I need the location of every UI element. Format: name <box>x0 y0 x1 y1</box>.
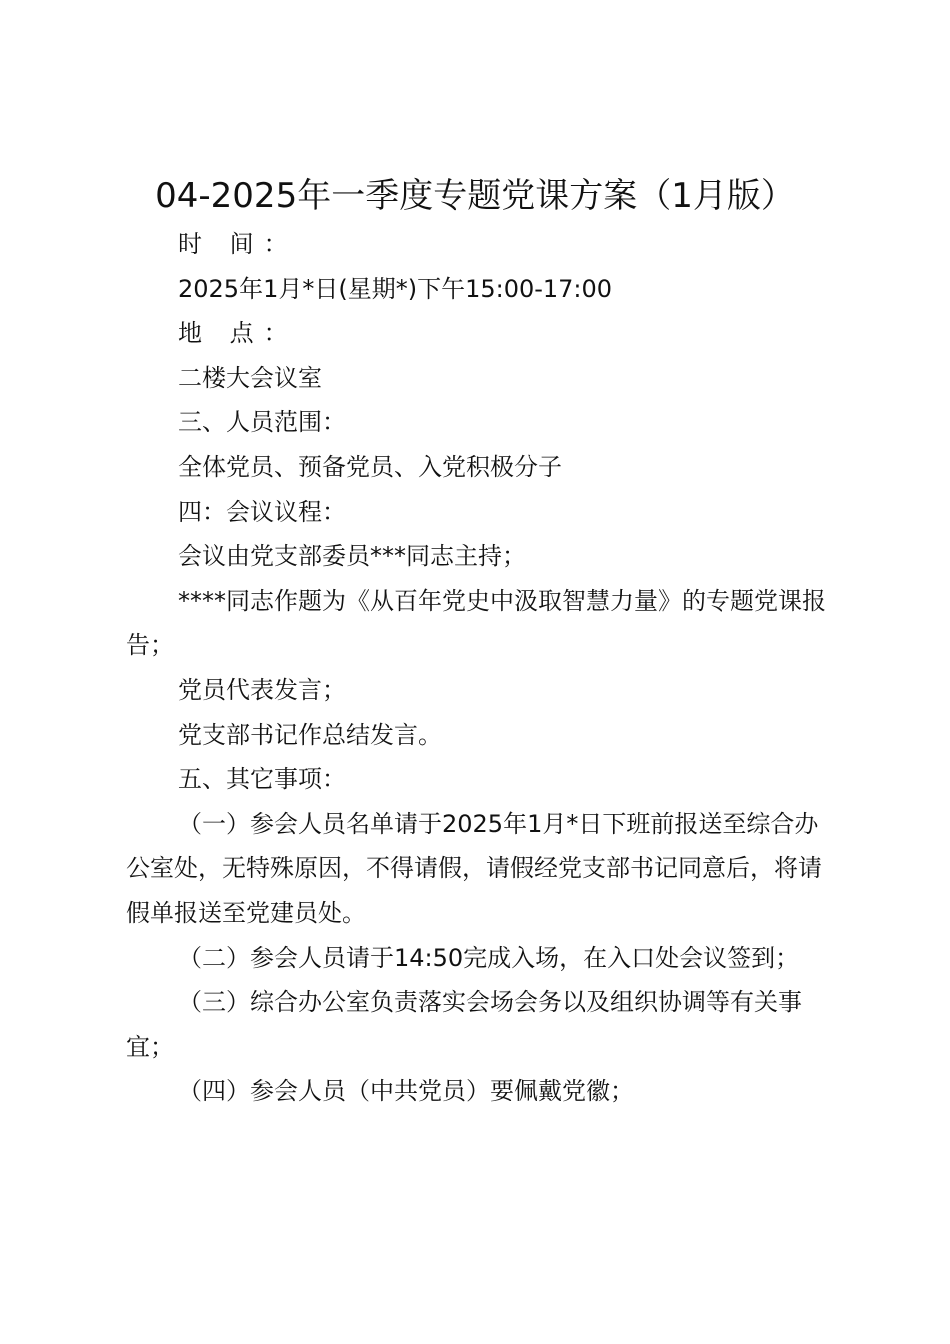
paragraph-agenda-item: ****同志作题为《从百年党史中汲取智慧力量》的专题党课报告； <box>126 586 826 660</box>
paragraph-agenda-item: 党支部书记作总结发言。 <box>178 720 442 749</box>
paragraph-scope-heading: 三、人员范围： <box>178 408 346 437</box>
document-title: 04-2025年一季度专题党课方案（1月版） <box>155 176 795 216</box>
paragraph-other-heading: 五、其它事项： <box>178 765 346 794</box>
paragraph-place-label: 地 点： <box>178 319 298 348</box>
paragraph-other-item: （四）参会人员（中共党员）要佩戴党徽； <box>178 1077 634 1106</box>
paragraph-other-item: （二）参会人员请于14:50完成入场，在入口处会议签到； <box>178 943 800 972</box>
paragraph-scope-value: 全体党员、预备党员、入党积极分子 <box>178 452 562 481</box>
paragraph-other-item: （一）参会人员名单请于2025年1月*日下班前报送至综合办公室处，无特殊原因，不得请假，请假经党支部书记同意后，将请假单报送至党建员处。 <box>126 809 822 927</box>
paragraph-agenda-item: 党员代表发言； <box>178 675 346 704</box>
paragraph-other-item: （三）综合办公室负责落实会场会务以及组织协调等有关事宜； <box>126 988 802 1061</box>
paragraph-agenda-heading: 四：会议议程： <box>178 497 346 526</box>
paragraph-agenda-item: 会议由党支部委员***同志主持； <box>178 542 526 571</box>
paragraph-time-label: 时 间： <box>178 230 298 258</box>
paragraph-place-value: 二楼大会议室 <box>178 363 322 392</box>
paragraph-time-value: 2025年1月*日(星期*)下午15:00-17:00 <box>178 274 613 303</box>
document-body <box>126 222 836 1114</box>
